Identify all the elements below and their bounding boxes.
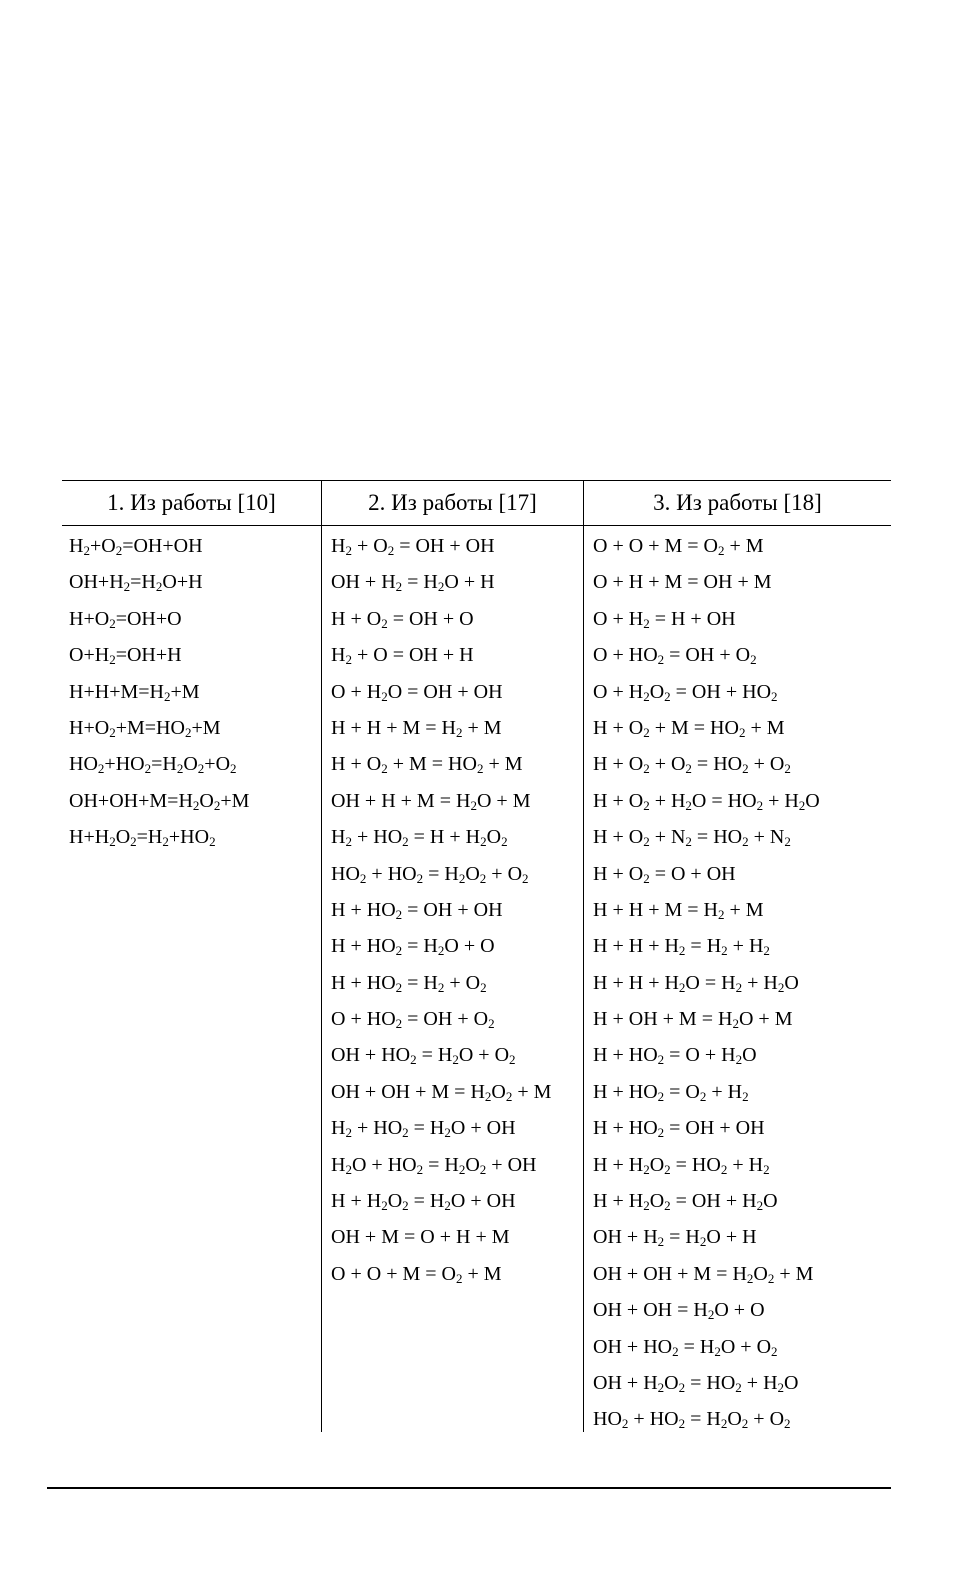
reaction-equation: O + H + M = OH + M <box>593 571 772 594</box>
reaction-equation: $HO_2 + HO_2 = H_2O_2 + O_2$ <box>593 1408 791 1432</box>
reaction-equation: $O + O + M = O_2 + M$ <box>593 535 764 558</box>
reaction-equation: $H + H + M = H_2 + M$ <box>593 898 764 922</box>
reaction-equation: $HO_2+HO_2=H_2O_2+O_2$ <box>69 753 237 777</box>
table-body <box>62 526 891 1432</box>
reaction-equation: $H + H_2O_2 = H_2O$ + OH <box>331 1190 516 1214</box>
reaction-equation: $H + H_2O_2$ = OH + $H_2O$ <box>593 1190 778 1214</box>
reaction-equation: OH + OH + $M = H_2O_2 + M$ <box>593 1262 814 1286</box>
page-footer-rule <box>47 1487 891 1489</box>
reaction-equation: $H_2+O_2=OH+OH$ <box>69 535 203 558</box>
reaction-equation: $H + O_2 + N_2 = HO_2 + N_2$ <box>593 826 791 850</box>
reaction-equation: $H_2O + HO_2 = H_2O_2$ + OH <box>331 1153 537 1177</box>
reaction-equation: $H_2 + O_2$ = OH + OH <box>331 535 495 558</box>
reaction-equation: $H+O_2=OH+O$ <box>69 607 182 631</box>
reaction-equation: $OH+OH+M=H_2O_2+M$ <box>69 789 250 813</box>
reaction-equation: OH + M = O + H + M <box>331 1226 510 1249</box>
reaction-equation: $H + HO_2$ = OH + OH <box>593 1117 765 1141</box>
reaction-equation: $H+O_2+M=HO_2+M$ <box>69 716 221 740</box>
reaction-equation: $O+H_2=OH+H$ <box>69 644 182 668</box>
reaction-equation: OH + OH + $M = H_2O_2 + M$ <box>331 1080 552 1104</box>
reaction-equation: $H + O_2 + M = HO_2 + M$ <box>593 716 785 740</box>
reaction-equation: $H + H + H_2 = H_2 + H_2$ <box>593 935 770 959</box>
reaction-equation: OH + $HO_2 = H_2O + O_2$ <box>331 1044 516 1068</box>
reaction-equation: $H + O_2 + H_2O = HO_2 + H_2O$ <box>593 789 820 813</box>
reaction-equation: $H + HO_2 = O + H_2O$ <box>593 1044 757 1068</box>
reaction-equation: $O + O + M = O_2 + M$ <box>331 1262 502 1286</box>
reaction-equation: $O + H_2O_2$ = OH + $HO_2$ <box>593 680 778 704</box>
reaction-equation: OH + $H_2 = H_2O + H$ <box>593 1226 757 1250</box>
reaction-equation: $O + H_2 = H$ + OH <box>593 607 736 631</box>
reaction-equation: $H + HO_2 = H_2O + O$ <box>331 935 495 959</box>
reaction-equation: $H + HO_2 = O_2 + H_2$ <box>593 1080 749 1104</box>
reaction-equation: $H + HO_2 = H_2 + O_2$ <box>331 971 487 995</box>
reaction-equation: $H + HO_2$ = OH + OH <box>331 898 503 922</box>
reaction-equation: $H + H + M = H_2 + M$ <box>331 716 502 740</box>
reaction-equation: $H + O_2 + M = HO_2 + M$ <box>331 753 523 777</box>
reaction-equation: OH + OH = $H_2O + O$ <box>593 1299 765 1323</box>
reaction-equation: $H_2 + HO_2 = H + H_2O_2$ <box>331 826 508 850</box>
reaction-equation: $H_2 + HO_2 = H_2O$ + OH <box>331 1117 516 1141</box>
header-source-18: 3. Из работы [18] <box>583 481 891 525</box>
reaction-equation: OH + $H_2O_2 = HO_2 + H_2O$ <box>593 1371 799 1395</box>
reaction-equation: $H + H_2O_2 = HO_2 + H_2$ <box>593 1153 770 1177</box>
column-source-10 <box>62 526 321 1432</box>
reaction-table <box>62 480 891 1432</box>
header-source-10: 1. Из работы [10] <box>107 490 276 515</box>
reaction-equation: $H + O_2 + O_2 = HO_2 + O_2$ <box>593 753 791 777</box>
reaction-equation: H + OH + $M = H_2O + M$ <box>593 1008 793 1032</box>
column-source-17 <box>321 526 583 1432</box>
reaction-equation: $H_2 + O$ = OH + H <box>331 644 474 668</box>
reaction-equation: OH + $H + M = H_2O + M$ <box>331 789 531 813</box>
table-header-row <box>62 480 891 526</box>
reaction-equation: OH + $HO_2 = H_2O + O_2$ <box>593 1335 778 1359</box>
header-source-17: 2. Из работы [17] <box>321 481 583 525</box>
reaction-equation: $OH+H_2=H_2O+H$ <box>69 571 203 595</box>
reaction-equation: $HO_2 + HO_2 = H_2O_2 + O_2$ <box>331 862 529 886</box>
reaction-equation: $O + H_2O$ = OH + OH <box>331 680 503 704</box>
reaction-equation: $H+H+M=H_2+M$ <box>69 680 200 704</box>
column-source-18 <box>583 526 891 1432</box>
reaction-equation: $O + HO_2$ = OH + $O_2$ <box>593 644 757 668</box>
reaction-equation: $H + H + H_2O = H_2 + H_2O$ <box>593 971 799 995</box>
reaction-equation: $H+H_2O_2=H_2+HO_2$ <box>69 826 216 850</box>
reaction-equation: $O + HO_2$ = OH + $O_2$ <box>331 1008 495 1032</box>
reaction-equation: OH + $H_2 = H_2O + H$ <box>331 571 495 595</box>
reaction-equation: $H + O_2 = O$ + OH <box>593 862 736 886</box>
reaction-equation: $H + O_2$ = OH + O <box>331 607 474 631</box>
